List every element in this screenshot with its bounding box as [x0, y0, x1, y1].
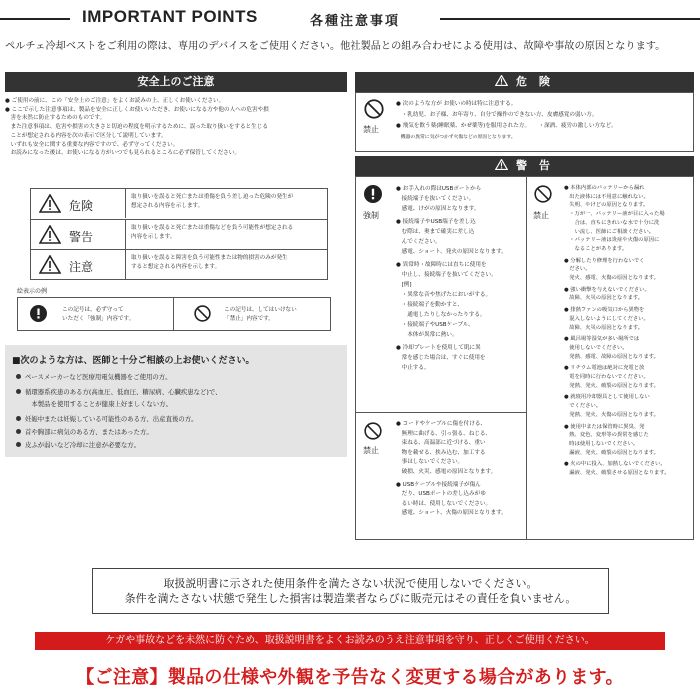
prohibited-icon — [194, 305, 211, 322]
warning-line: 物を載せる、挟み込む、加工する — [396, 449, 486, 456]
warning-line: ● お手入れの際はUSBポートから — [396, 186, 482, 192]
danger-lines: ● 次のような方が お使いの時は特に注意する。 ・乳幼児、お子様、お年寄り、自分で操作のできない方、皮膚感覚の弱い方。 ● 飛気を飲う薬(睡眠薬、かぜ薬等)を服用された方。 ・深酒、疲労の激しい方など。 機器の異常に気がつかず火傷などの原因となります。 — [396, 101, 617, 140]
warning-line: ・バッテリー液は炎症や火傷の原因に — [564, 237, 660, 244]
warning-line: 混入しないようにしてください。 — [564, 315, 649, 322]
doctor-item: 皮ふが弱いなど冷却に注意が必要な方。 — [25, 441, 141, 449]
warning-line: ● 強い衝撃を与えないでください。 — [564, 286, 650, 293]
warning-line: む際は、奥まで確実に差し込 — [396, 229, 475, 235]
warning-line: ● 冷却プレートを使用して肌に異 — [396, 345, 481, 351]
header-rule-left — [0, 18, 70, 20]
warning-line: 束ねる、高温部に近づける、重い — [396, 440, 486, 447]
footer-notice: 【ご注意】製品の仕様や外観を予告なく変更する場合があります。 — [76, 667, 624, 688]
warning-triangle-icon — [495, 75, 508, 86]
warning-line: なることがあります。 — [564, 245, 628, 252]
warning-line: ● 就寝用冷却器具として使用しない — [564, 394, 650, 401]
warning-line: 失明、やけどの原因となります。 — [564, 202, 649, 209]
warning-line: 故障、火災の原因となります。 — [564, 295, 644, 302]
warning-line: 使用しないでください。 — [564, 344, 628, 351]
header-title-ja: 各種注意事項 — [310, 14, 401, 29]
warning-line: 発火、感電、火傷の原因となります。 — [564, 275, 659, 282]
bullet — [16, 442, 21, 447]
warning-line: 感電、けがの原因となります。 — [396, 206, 480, 212]
warning-line: 破損、火災、感電の原因となります。 — [396, 468, 497, 475]
mandatory-exclamation-icon — [30, 305, 47, 322]
level-label: 注意 — [69, 260, 94, 274]
safety-line: 害を未然に防止するためのものです。 — [5, 115, 106, 122]
doctor-title: ■次のような方は、医師と十分ご相談の上お使いください。 — [12, 356, 255, 366]
warning-line: 通電したりしなかったりする。 — [396, 312, 486, 318]
level-label: 警告 — [69, 230, 94, 244]
warning-line: ● 火の中に投入、加熱しないでください。 — [564, 461, 666, 468]
warning-line: ・異常な音や焦げたにおいがする。 — [396, 292, 492, 298]
safety-lines — [5, 97, 269, 158]
level-row-warning — [31, 219, 327, 249]
divider — [125, 189, 126, 218]
warning-line: 時は使用しないでください。 — [564, 440, 639, 447]
warning-no-lines-left — [396, 420, 507, 519]
doctor-item: 首や胸部に病気のある方、またはあった方。 — [25, 428, 153, 436]
warning-line: るい時は、使用しないでください。 — [396, 500, 492, 507]
notice-line: 条件を満たさない状態で発生した損害は製造業者ならびに販売元はその責任を負いません。 — [124, 592, 577, 605]
warning-line: 事はしないでください。 — [396, 459, 464, 466]
warning-line: 無理に曲げる、引っ張る、ねじる、 — [396, 430, 492, 437]
bullet — [16, 416, 21, 421]
doctor-item: 循環器系疾患のある方(高血圧、低血圧、糖尿病、心臓疾患など)で、 — [25, 388, 222, 396]
divider — [526, 177, 527, 539]
warning-line: ・接続端子やUSBケーブル、 — [396, 322, 474, 328]
doctor-item: 妊娠中または妊娠している可能性のある方、出産直後の方。 — [25, 415, 198, 423]
usage-notice — [92, 568, 609, 614]
notice-line: 取扱説明書に示された使用条件を満たさない状況で使用しないでください。 — [163, 577, 538, 590]
level-text: 取り扱いを誤ると死亡または重傷を負う差し迫った危険の発生が 想定される内容を示します。 — [131, 194, 294, 209]
warning-line: 漏液、発火、破裂させる原因となります。 — [564, 470, 670, 477]
symbol-must-text: この記号は、必ず守って いただく「強制」内容です。 — [62, 307, 135, 322]
safety-line: また注意事項は、危害や損害の大きさと切迫の程度を明示するために、誤った取り扱いをすると生じる — [5, 124, 268, 131]
warning-line: ● 接続端子やUSB端子を差し込 — [396, 219, 476, 225]
warning-triangle-icon — [495, 159, 508, 170]
warning-must-lines — [396, 184, 507, 373]
warning-line: ● 異常時・故障時には直ちに使用を — [396, 262, 487, 268]
warning-line: ・万が一、バッテリー液が目に入った場 — [564, 211, 665, 218]
warning-triangle-icon — [39, 194, 61, 213]
warning-line: 常を感じた場合は、すぐに使用を — [396, 355, 486, 361]
bullet — [16, 429, 21, 434]
warning-mark-must: 強制 — [363, 211, 379, 220]
prohibited-icon — [364, 422, 382, 440]
symbols-title: 絵表示の例 — [17, 288, 48, 295]
warning-line: 合は、直ちにきれいな水で十分に洗 — [564, 219, 660, 226]
warning-line: ださい。 — [564, 266, 591, 273]
warning-line: 発熱、発火、火傷の原因となります。 — [564, 411, 659, 418]
level-row-danger — [31, 189, 327, 219]
warning-line: 接続端子を抜いてください。 — [396, 196, 475, 202]
red-banner: ケガや事故などを未然に防ぐため、取扱説明書をよくお読みのうえ注意事項を守り、正しくご使用ください。 — [35, 632, 665, 650]
danger-mark: 禁止 — [363, 125, 379, 134]
mandatory-exclamation-icon — [364, 185, 382, 203]
warning-line: 発熱、発火、破裂の原因となります。 — [564, 382, 659, 389]
warning-line: でください。 — [564, 403, 602, 410]
safety-line: お読みになった後は、お使いになる方がいつでも見られるところに必ず保管してください。 — [5, 150, 240, 157]
warning-line: 電を同時に行わないでください。 — [564, 374, 649, 381]
prohibited-icon — [364, 99, 384, 119]
doctor-item: 本製品を使用することが健康上好ましくない方。 — [25, 400, 172, 408]
warning-triangle-icon — [39, 225, 61, 244]
warning-line: ● 分解したり修理を行わないでく — [564, 257, 645, 264]
warning-line: ● コードやケーブルに傷を付ける、 — [396, 421, 487, 427]
intro-text: ペルチェ冷却ベストをご利用の際は、専用のデバイスをご使用ください。他社製品との組み合わせによる使用は、故障や事故の原因となります。 — [5, 41, 666, 52]
safety-line: いずれも安全に関する重要な内容ですので、必ず守ってください。 — [5, 141, 179, 148]
warning-triangle-icon — [39, 255, 61, 274]
doctor-consult — [5, 345, 347, 457]
warning-mark-no: 禁止 — [363, 446, 379, 455]
warning-line: い流し、医師にご相談ください。 — [564, 228, 655, 235]
warning-line: [例] — [396, 282, 412, 288]
warning-line: ● 使用中または保管時に異臭、発 — [564, 423, 645, 430]
level-label: 危険 — [69, 199, 94, 213]
warning-no-lines-right — [564, 184, 670, 478]
bullet — [16, 374, 21, 379]
warning-line: ● 風呂場等湿気が多い場所では — [564, 336, 640, 343]
divider — [356, 412, 526, 413]
header-title-en: IMPORTANT POINTS — [82, 7, 258, 26]
warning-line: ● 本体内部のバッテリーから漏れ — [564, 185, 645, 191]
safety-line: ことが想定される内容を次の表示で区分して説明しています。 — [5, 132, 167, 139]
warning-line: 中止する。 — [396, 365, 430, 371]
safety-line: ● ご使用の前に、この「安全上のご注意」をよくお読みの上、正しくお使いください。 — [5, 98, 225, 104]
warning-line: 感電、ショート、火傷の原因となります。 — [396, 510, 507, 517]
level-table — [30, 188, 328, 280]
warning-line: 出た液体には不用意に触れない。 — [564, 193, 649, 200]
warning-line: だり、USBポートの差し込みがゆ — [396, 491, 486, 498]
warning-line: ● 排熱ファンの吸気口から異物を — [564, 307, 645, 314]
doctor-item: ペースメーカーなど医療用電気機器をご使用の方。 — [25, 373, 172, 381]
header — [0, 5, 700, 31]
warning-line: 漏液、発火、破裂の原因となります。 — [564, 449, 659, 456]
warning-line: 本体が異常に熱い。 — [396, 332, 458, 338]
prohibited-icon — [534, 185, 552, 203]
bullet — [16, 389, 21, 394]
divider — [125, 220, 126, 249]
warning-line: ● USBケーブルや接続端子が傷ん — [396, 481, 481, 488]
warning-line: 熱、変色、変形等の異常を感じた — [564, 432, 649, 439]
warning-line: ・接続端子を動かすと、 — [396, 302, 464, 308]
level-row-caution — [31, 249, 327, 279]
header-rule-right — [440, 18, 700, 20]
divider — [173, 298, 174, 330]
danger-title: 危 険 — [355, 72, 694, 92]
warning-line: 発熱、感電、故障の原因となります。 — [564, 353, 659, 360]
warning-line: 感電、ショート、発火の原因となります。 — [396, 249, 507, 255]
warning-line: ● リチウム電池は絶対に充電と放 — [564, 365, 645, 372]
level-text: 取り扱いを誤ると死亡または重傷などを負う可能性が想定される 内容を示します。 — [131, 225, 294, 240]
level-text: 取り扱いを誤ると障害を負う可能性または物的損害のみが発生 すると想定される内容を示します。 — [131, 255, 288, 270]
warning-box — [355, 176, 694, 540]
safety-title: 安全上のご注意 — [5, 72, 347, 92]
divider — [125, 250, 126, 279]
warning-line: んでください。 — [396, 239, 441, 245]
danger-box — [355, 92, 694, 152]
safety-line: ● ここで示した注意事項は、製品を安全に正しくお使いいただき、お使いになる方や他の人への危害や損 — [5, 106, 269, 113]
symbol-no-text: この記号は、してはいけない 「禁止」内容です。 — [224, 307, 297, 322]
warning-mark-no-right: 禁止 — [533, 211, 549, 220]
warning-title: 警 告 — [355, 156, 694, 176]
warning-line: 中止し、接続端子を抜いてください。 — [396, 272, 497, 278]
warning-line: 故障、火災の原因となります。 — [564, 324, 644, 331]
symbol-examples — [17, 297, 331, 331]
